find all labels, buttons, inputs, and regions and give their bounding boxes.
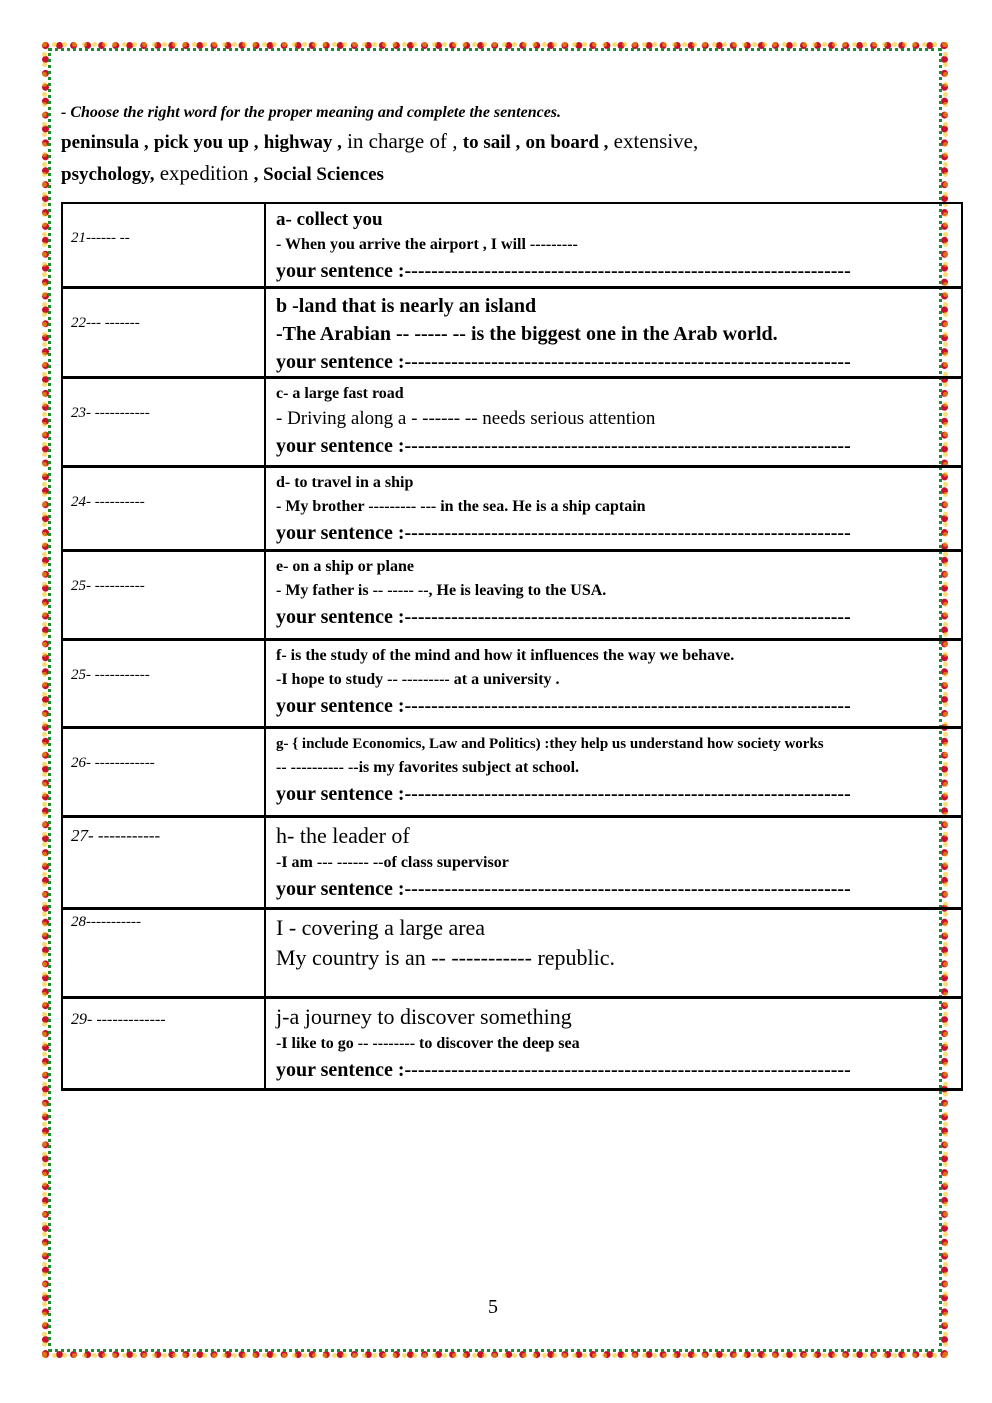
instruction: - Choose the right word for the proper meaning and complete the sentences. <box>61 104 562 121</box>
example-sentence: -I hope to study -- --------- at a university . <box>276 670 560 688</box>
item-number: 25- ----------- <box>62 639 265 727</box>
table-row <box>62 639 962 727</box>
definition: b -land that is nearly an island <box>276 294 537 317</box>
your-sentence-line: your sentence :------------------------------------------------------------------- <box>276 877 851 900</box>
your-sentence-line: your sentence :------------------------------------------------------------------- <box>276 1058 851 1081</box>
table-row <box>62 550 962 639</box>
word-peninsula: peninsula , <box>61 132 149 153</box>
example-sentence: - My father is -- ----- --, He is leaving to the USA. <box>276 581 607 599</box>
example-sentence: -I like to go -- -------- to discover the deep sea <box>276 1034 580 1052</box>
example-sentence: -I am --- ------ --of class supervisor <box>276 853 509 871</box>
word-pick-you-up: pick you up , <box>153 132 259 153</box>
definition: j-a journey to discover something <box>276 1003 572 1029</box>
exercise-table <box>61 202 963 1091</box>
your-sentence-line: your sentence :------------------------------------------------------------------- <box>276 694 851 717</box>
your-sentence-line: your sentence :------------------------------------------------------------------- <box>276 350 851 373</box>
item-number: 22--- ------- <box>62 287 265 377</box>
page-number: 5 <box>488 1296 498 1318</box>
item-number: 25- ---------- <box>62 550 265 639</box>
table-row <box>62 377 962 466</box>
definition: d- to travel in a ship <box>276 473 414 491</box>
example-sentence: -- ---------- --is my favorites subject at school. <box>276 758 580 776</box>
word-social-sciences: , Social Sciences <box>253 164 384 185</box>
definition: I - covering a large area <box>276 914 486 940</box>
word-highway: highway , <box>263 132 342 153</box>
example-sentence: - My brother --------- --- in the sea. He is a ship captain <box>276 497 646 515</box>
definition: a- collect you <box>276 209 383 230</box>
table-row <box>62 203 962 287</box>
definition: e- on a ship or plane <box>276 557 414 575</box>
table-row <box>62 908 962 997</box>
word-to-sail: to sail , <box>462 132 521 153</box>
table-row <box>62 727 962 816</box>
word-on-board: on board , <box>525 132 609 153</box>
your-sentence-line: your sentence :------------------------------------------------------------------- <box>276 260 851 282</box>
example-sentence: My country is an -- ----------- republic. <box>276 944 616 970</box>
item-number: 26- ------------ <box>62 727 265 816</box>
example-sentence: - Driving along a - ------ -- needs serious attention <box>276 407 656 429</box>
item-number: 23- ----------- <box>62 377 265 466</box>
definition: g- { include Economics, Law and Politics) :they help us understand how society works <box>276 735 824 752</box>
definition: h- the leader of <box>276 822 410 848</box>
item-number: 27- ----------- <box>62 816 265 908</box>
definition: c- a large fast road <box>276 384 404 402</box>
your-sentence-line: your sentence :------------------------------------------------------------------- <box>276 782 851 805</box>
table-row <box>62 287 962 377</box>
your-sentence-line: your sentence :------------------------------------------------------------------- <box>276 605 851 628</box>
definition: f- is the study of the mind and how it influences the way we behave. <box>276 646 735 664</box>
your-sentence-line: your sentence :------------------------------------------------------------------- <box>276 434 851 457</box>
word-expedition: expedition <box>159 161 249 185</box>
word-psychology: psychology, <box>61 164 155 185</box>
word-in-charge-of: in charge of , <box>347 129 458 153</box>
item-number: 28----------- <box>62 908 265 997</box>
item-number: 29- ------------- <box>62 997 265 1089</box>
item-number: 24- ---------- <box>62 466 265 550</box>
word-bank <box>61 126 921 190</box>
example-sentence: -The Arabian -- ----- -- is the biggest one in the Arab world. <box>276 322 778 345</box>
table-row <box>62 466 962 550</box>
word-extensive: extensive, <box>613 129 699 153</box>
table-row <box>62 816 962 908</box>
item-number: 21------ -- <box>62 203 265 287</box>
your-sentence-line: your sentence :------------------------------------------------------------------- <box>276 521 851 544</box>
example-sentence: - When you arrive the airport , I will --------- <box>276 236 578 253</box>
table-row <box>62 997 962 1089</box>
